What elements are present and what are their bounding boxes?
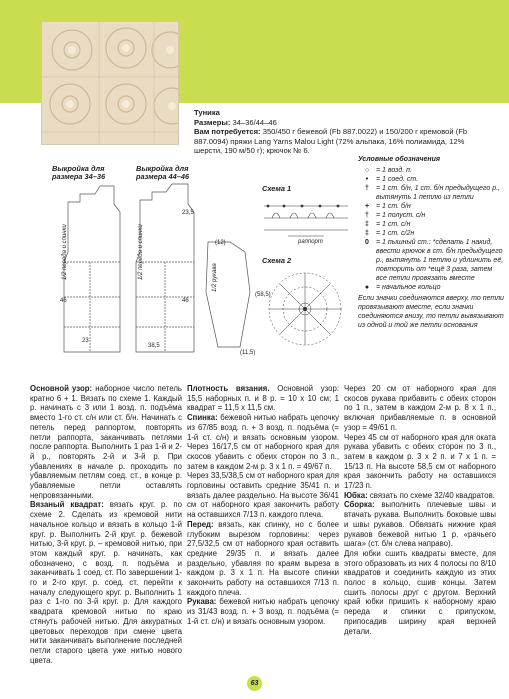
legend-row [358, 229, 504, 238]
column-1 [30, 384, 182, 665]
hdc-icon: † [365, 212, 369, 219]
paragraph-text: Для юбки сшить квадраты вместе, для этого образовать из них 4 полосы по 8/10 квадратов и соединить каждую из этих полос в кольцо, сшив концы. Затем сшить полосы друг с другом. Верхний край юбки пришить к наборному краю переда и спинки с припуском, припосадив ширину края верхней детали. [344, 548, 496, 636]
legend-text: = 1 пышный ст.: *сделать 1 накид, ввести крючок в ст. б/н предыдущего р., вытянуть 1 петлю и удлинить её, повторить от *ещё 3 раза, затем все петли провязать вместе [376, 239, 504, 282]
paragraph-heading: Рукава: [187, 597, 217, 607]
paragraph-text: вязать, как спинку, но с более глубоким вырезом горловины: через 27,5/32,5 см от наборного края оставить средние 29/35 п. и вязать далее раздельно, убавляя по краям выреза в каждом р. 3 х 1 п. На высоте спинки закончить работу на оставшихся 7/13 п. каждого плеча. [187, 519, 339, 597]
sizes-value: 34–36/44–46 [232, 117, 277, 127]
paragraph [344, 384, 496, 433]
tunic-info [194, 108, 494, 156]
dim-46a: 46 [60, 298, 67, 304]
dim-58-5: (58,5) [255, 292, 271, 298]
paragraph [187, 520, 339, 598]
paragraph-text: бежевой нитью набрать цепочку из 67/85 возд. п. + 3 возд. п. подъёма (= 1-й ст. с/н) и вязать основным узором. Через 16/17,5 см от наборного края для скосов убавить с обеих сторон по 3 п., затем в каждом 2-м р. 3 х 1 п. = 49/67 п. [187, 413, 339, 471]
materials-value: 350/450 г бежевой (Fb 887.0022) и 150/200 г кремовой (Fb 887.0094) пряжи Lang Yarns Malou Light (72% альпака, 16% полиамида, 12% шерсти, 190 м/50 г); крючок № 6. [194, 127, 468, 156]
paragraph-text: Через 45 см от наборного края для оката рукава убавить с обеих сторон по 3 п., затем в каждом р. 3 х 2 п. и 7 х 1 п. = 15/13 п. На высоте 58,5 см от наборного края закончить работу на оставшихся 17/23 п. [344, 432, 496, 491]
dim-38-5: 38,5 [148, 343, 160, 349]
paragraph [30, 500, 182, 665]
legend-text: = 1 возд. п. [376, 167, 412, 174]
front-back-label-2: 1/2 переда и спинки [138, 224, 144, 280]
paragraph [187, 413, 339, 471]
paragraph-text: Основной узор: 15,5 наборных п. и 8 р. = 10 х 10 см; 1 квадрат = 11,5 х 11,5 см. [187, 384, 339, 413]
paragraph-heading: Вязаный квадрат: [30, 500, 104, 510]
slip-stitch-icon: • [365, 176, 369, 183]
title: Туника [194, 108, 220, 117]
dim-23: 23 [82, 338, 89, 344]
sc-icon: + [364, 203, 370, 210]
dc-icon: ‡ [365, 221, 369, 228]
pattern-schematic [40, 182, 270, 362]
legend-text: = 1 ст. с/2н [376, 230, 415, 237]
legend-row [358, 283, 504, 292]
front-back-label-1: 1/2 переда и спинки [62, 224, 68, 280]
paragraph-text: Через 20 см от наборного края для скосов рукава прибавить с обеих сторон по 1 п., затем в каждом 2-м р. 8 х 1 п., включая прибавляемые п. в основной узор = 49/61 п. [344, 384, 496, 432]
sizes-label: Размеры: [194, 117, 231, 127]
legend [358, 155, 504, 330]
legend-row [358, 175, 504, 184]
chain-icon: ○ [364, 167, 370, 174]
rapport-label: раппорт [298, 239, 323, 245]
pattern1-title: Выкройка для размера 34–36 [52, 164, 106, 182]
pattern2-title: Выкройка для размера 44–46 [136, 164, 190, 182]
paragraph [30, 384, 182, 500]
page-number: 63 [247, 676, 262, 691]
paragraph-text: бежевой нитью набрать цепочку из 31/43 возд. п. + 3 возд. п. подъёма (= 1-й ст. с/н) и вязать основным узором. [187, 597, 339, 626]
paragraph-text: выполнить плечевые швы и втачать рукава. Выполнить боковые швы и швы рукавов. Обвязать нижние края рукавов бежевой нитью 1 р. «рачьего шага» (ст. б/н слева направо). [344, 500, 496, 549]
scheme1-title: Схема 1 [262, 184, 292, 193]
sc-loop-icon: † [365, 185, 369, 192]
dim-23-5: 23,5 [182, 210, 194, 216]
puff-stitch-icon: 0 [365, 239, 369, 246]
paragraph-text: вязать круг. р. по схеме 2. Сделать из кремовой нити начальное кольцо и вязать в кольцо 1-й круг. р. Выполнить 2-й круг. р. бежевой нитью, 3-й круг. р. – кремовой нитью, при этом каждый круг. р. начинать, как обозначено, с возд. п. подъёма и заканчивать 1 соед. ст. По завершении 1-го и 2-го круг. р. соед. ст. перейти к началу следующего круг. р. Выполнить 1 раз с 1-го по 3-й круг. р. Для каждого квадрата кремовой нитью по краю стянуть рабочей нитью. Для аккуратных цветовых переходов при смене цвета нити заканчивать выполнение последней петли старого цвета уже нитью нового цвета. [30, 500, 182, 665]
legend-title: Условные обозначения [358, 156, 441, 163]
dim-11-5: (11,5) [240, 350, 256, 356]
knitted-sample-photo [42, 22, 178, 144]
column-2 [187, 384, 339, 627]
legend-row [358, 202, 504, 211]
scheme2-diagram [262, 266, 348, 352]
paragraph-text: связать по схеме 32/40 квадратов. [367, 490, 495, 500]
legend-row [358, 211, 504, 220]
paragraph-heading: Спинка: [187, 413, 218, 423]
legend-text: = 1 полуст. с/н [376, 212, 426, 219]
legend-note: Если значки соединяются вверху, то петли провязывают вместе, если значки соединяются внизу, то петли вывязывают из одной и той же петли основания [358, 295, 504, 329]
legend-row [358, 220, 504, 229]
magic-ring-icon: ● [364, 284, 370, 291]
paragraph-heading: Основной узор: [30, 384, 93, 393]
legend-text: = начальное кольцо [376, 284, 441, 291]
paragraph [344, 549, 496, 636]
paragraph [187, 384, 339, 413]
legend-text: = 1 ст. б/н, 1 ст. б/н предыдущего р., вытянуть 1 петлю из петли [376, 185, 501, 201]
column-3 [344, 384, 496, 636]
sleeve-label: 1/2 рукава [212, 263, 218, 292]
paragraph-heading: Сборка: [344, 500, 375, 510]
paragraph [344, 491, 496, 501]
legend-row [358, 166, 504, 175]
paragraph [344, 433, 496, 491]
scheme2-title: Схема 2 [262, 256, 292, 265]
paragraph-text: Через 33,5/38,5 см от наборного края для горловины оставить средние 35/41 п. и вязать далее раздельно. На высоте 36/41 см от наборного края закончить работу на оставшихся 7/13 п. каждого плеча. [187, 471, 339, 520]
paragraph-heading: Юбка: [344, 490, 368, 500]
tr-icon: ‡ [365, 230, 369, 237]
paragraph [187, 471, 339, 520]
paragraph-heading: Перед: [187, 519, 214, 529]
paragraph-text: наборное число петель кратно 6 + 1. Вязать по схеме 1. Каждый р. начинать с 3 или 1 возд. п. подъёма вместо 1-го ст. с/н или ст. б/н. Начинать с петель перед раппортом, повторять петли раппорта, заканчивать петлями после раппорта. Выполнить 1 раз 1-й и 2-й р., повторять 2-й и 3-й р. При убавлениях в начале р. проходить по убавляемым петлям соед. ст., в конце р. убавляемые петли оставлять непровязанными. [30, 384, 182, 500]
legend-text: = 1 ст. с/н [376, 221, 411, 228]
scheme1-diagram [262, 198, 350, 240]
dim-12: (12) [215, 240, 226, 246]
legend-text: = 1 соед. ст. [376, 176, 419, 183]
legend-row [358, 184, 504, 202]
legend-text: = 1 ст. б/н [376, 203, 411, 210]
dim-46b: 46 [182, 298, 189, 304]
paragraph [344, 500, 496, 549]
paragraph-heading: Плотность вязания. [187, 384, 270, 393]
paragraph [187, 597, 339, 626]
materials-label: Вам потребуется: [194, 127, 261, 137]
legend-row [358, 238, 504, 283]
